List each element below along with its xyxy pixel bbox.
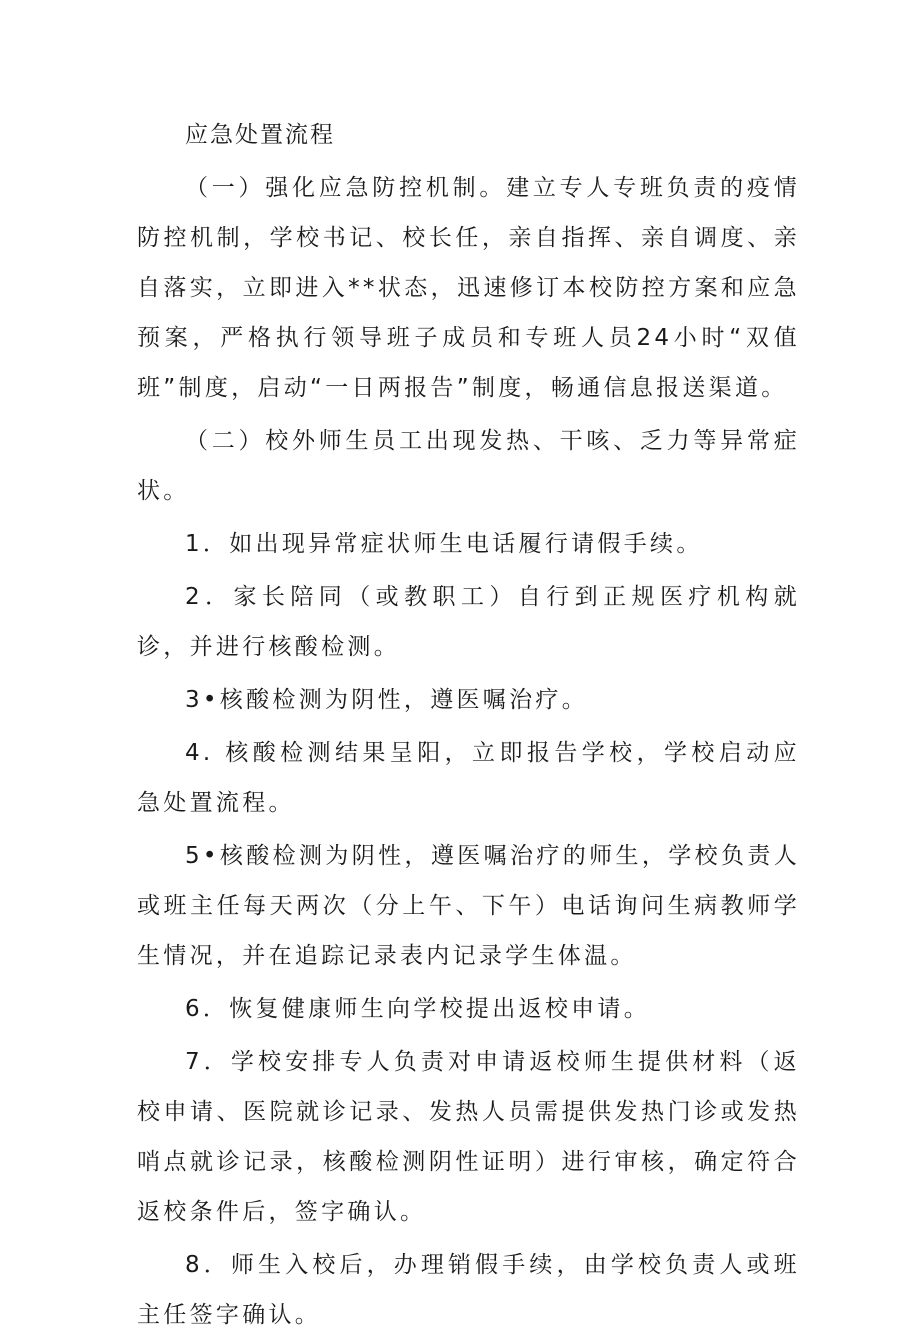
paragraph-step-6: 6．恢复健康师生向学校提出返校申请。 <box>185 996 651 1022</box>
paragraph-step-8: 8．师生入校后，办理销假手续，由学校负责人或班主任签字确认。 <box>137 1252 800 1328</box>
paragraph-step-7: 7．学校安排专人负责对申请返校师生提供材料（返校申请、医院就诊记录、发热人员需提供发热门诊或发热哨点就诊记录，核酸检测阴性证明）进行审核，确定符合返校条件后，签字确认。 <box>137 1049 800 1225</box>
paragraph-step-1: 1．如出现异常症状师生电话履行请假手续。 <box>185 531 703 557</box>
paragraph-step-3: 3•核酸检测为阴性，遵医嘱治疗。 <box>185 687 588 713</box>
paragraph-step-5: 5•核酸检测为阴性，遵医嘱治疗的师生，学校负责人或班主任每天两次（分上午、下午）电话询问生病教师学生情况，并在追踪记录表内记录学生体温。 <box>137 843 800 969</box>
document-heading: 应急处置流程 <box>185 122 335 148</box>
paragraph-step-2: 2．家长陪同（或教职工）自行到正规医疗机构就诊，并进行核酸检测。 <box>137 584 800 660</box>
paragraph-mechanism: （一）强化应急防控机制。建立专人专班负责的疫情防控机制，学校书记、校长任，亲自指挥、亲自调度、亲自落实，立即进入**状态，迅速修订本校防控方案和应急预案，严格执行领导班子成员和专班人员24小时“双值班”制度，启动“一日两报告”制度，畅通信息报送渠道。 <box>137 175 800 401</box>
paragraph-symptoms: （二）校外师生员工出现发热、干咳、乏力等异常症状。 <box>137 428 800 504</box>
paragraph-step-4: 4. 核酸检测结果呈阳，立即报告学校，学校启动应急处置流程。 <box>137 740 800 816</box>
